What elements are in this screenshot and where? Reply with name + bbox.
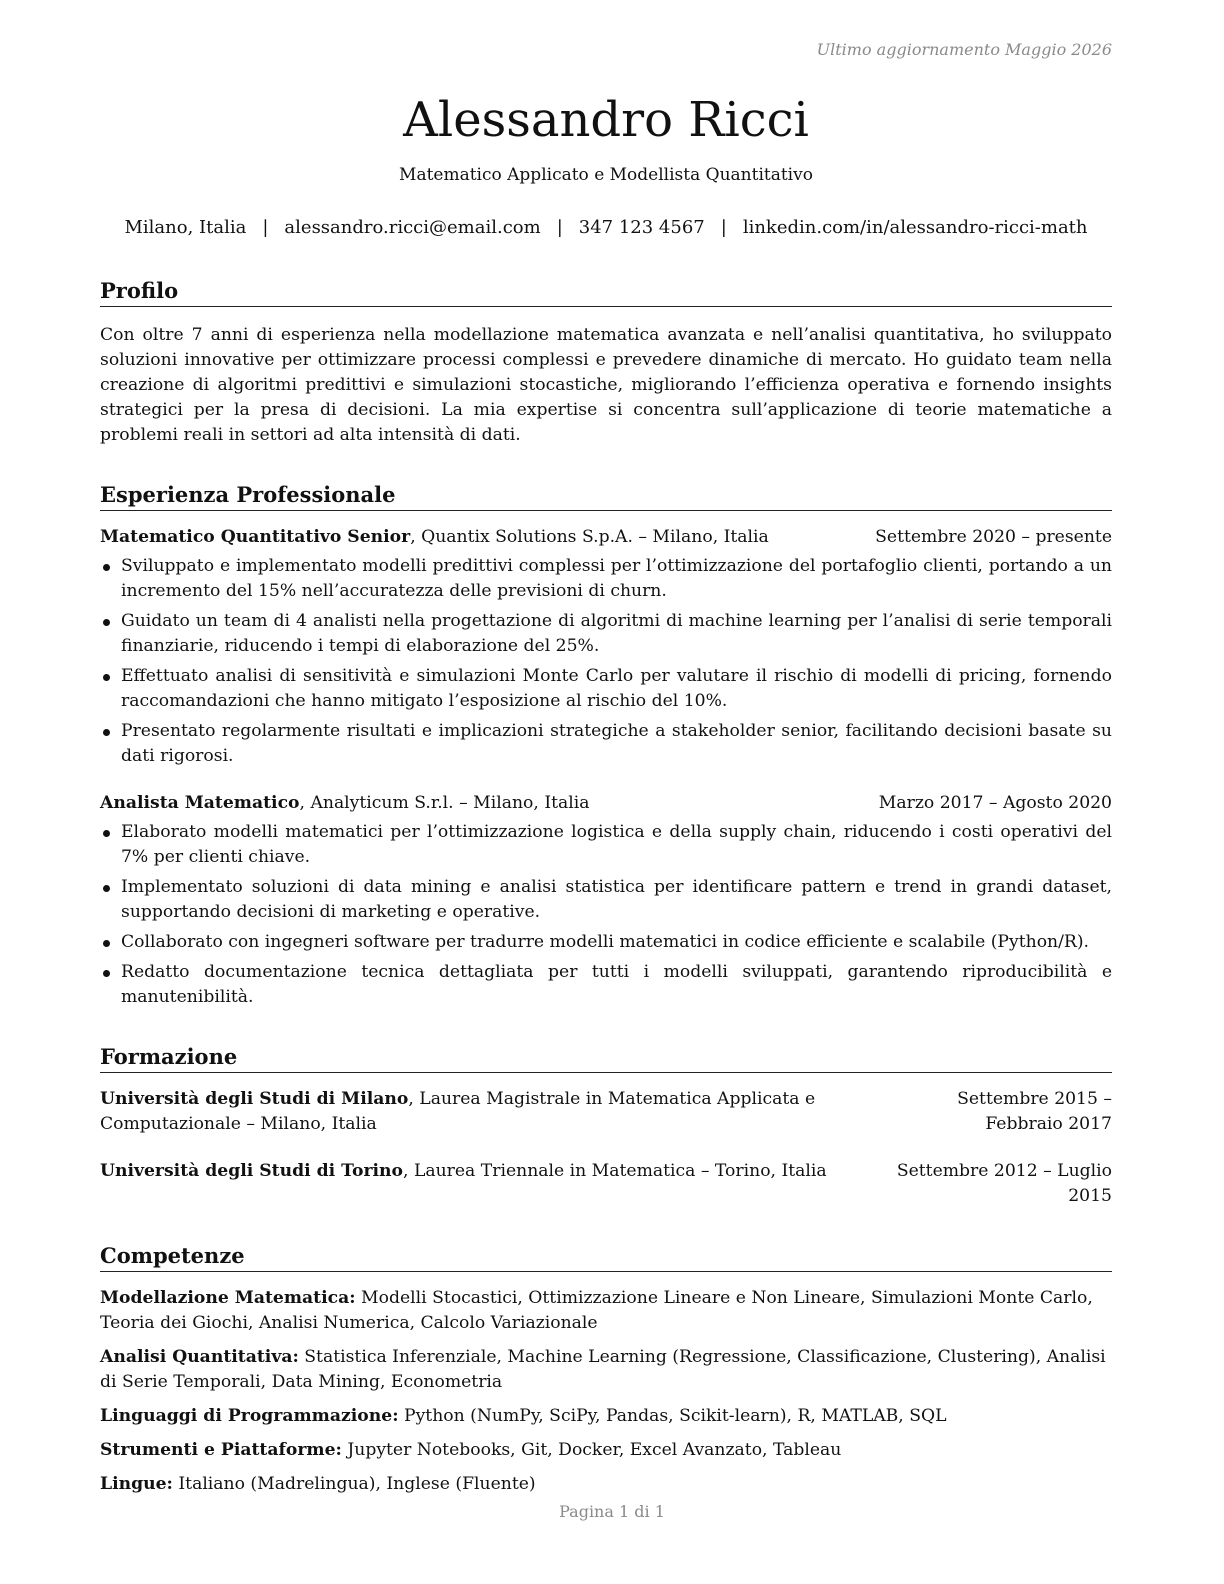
profile-text: Con oltre 7 anni di esperienza nella modellazione matematica avanzata e nell’analisi quantitativa, ho sviluppato soluzioni innovative per ottimizzare processi complessi e prevedere dinamiche di mercato. Ho guidato team nella creazione di algoritmi predittivi e simulazioni stocastiche, migliorando l’efficienza operativa e fornendo insights strategici per la presa di decisioni. La mia expertise si concentra sull’applicazione di teorie matematiche a problemi reali in settori ad alta intensità di dati. <box>100 325 1112 445</box>
bullet-item: Collaborato con ingegneri software per tradurre modelli matematici in codice efficiente e scalabile (Python/R). <box>100 930 1112 955</box>
skill-label: Lingue: <box>100 1474 173 1494</box>
skill-value: Jupyter Notebooks, Git, Docker, Excel Avanzato, Tableau <box>341 1440 842 1460</box>
job-bullets <box>100 554 1112 769</box>
education-date: Settembre 2012 – Luglio 2015 <box>896 1161 1112 1206</box>
bullet-item: Effettuato analisi di sensitività e simulazioni Monte Carlo per valutare il rischio di modelli di pricing, fornendo raccomandazioni che hanno mitigato l’esposizione al rischio del 10%. <box>100 664 1112 714</box>
candidate-name: Alessandro Ricci <box>403 92 809 148</box>
last-updated: Ultimo aggiornamento Maggio 2026 <box>816 40 1112 59</box>
contact-line <box>100 216 1112 240</box>
skill-label: Analisi Quantitativa: <box>100 1347 299 1367</box>
contact-separator: | <box>262 217 269 238</box>
job-bullets <box>100 820 1112 1010</box>
bullet-item: Implementato soluzioni di data mining e analisi statistica per identificare pattern e trend in grandi dataset, supportando decisioni di marketing e operative. <box>100 875 1112 925</box>
bullet-item: Elaborato modelli matematici per l’ottimizzazione logistica e della supply chain, riducendo i costi operativi del 7% per clienti chiave. <box>100 820 1112 870</box>
education-detail: , Laurea Magistrale in Matematica Applicata e Computazionale – Milano, Italia <box>100 1089 816 1134</box>
contact-phone: 347 123 4567 <box>578 217 705 238</box>
job-date: Settembre 2020 – presente <box>875 527 1112 547</box>
job-entry <box>100 525 1112 769</box>
job-company: , Quantix Solutions S.p.A. – Milano, Italia <box>410 527 769 547</box>
skill-item <box>100 1438 1112 1463</box>
job-header <box>100 791 1112 816</box>
bullet-item: Guidato un team di 4 analisti nella progettazione di algoritmi di machine learning per l’analisi di serie temporali finanziarie, riducendo i tempi di elaborazione del 25%. <box>100 609 1112 659</box>
contact-location: Milano, Italia <box>124 217 247 238</box>
skill-item <box>100 1404 1112 1429</box>
skill-value: Python (NumPy, SciPy, Pandas, Scikit-learn), R, MATLAB, SQL <box>398 1406 947 1426</box>
contact-email[interactable]: alessandro.ricci@email.com <box>284 217 541 238</box>
skill-label: Strumenti e Piattaforme: <box>100 1440 342 1460</box>
job-date: Marzo 2017 – Agosto 2020 <box>878 793 1112 813</box>
bullet-item: Sviluppato e implementato modelli predittivi complessi per l’ottimizzazione del portafoglio clienti, portando a un incremento del 15% nell’accuratezza delle previsioni di churn. <box>100 554 1112 604</box>
section-title-profile: Profilo <box>100 278 1112 307</box>
bullet-item: Presentato regolarmente risultati e implicazioni strategiche a stakeholder senior, facilitando decisioni basate su dati rigorosi. <box>100 719 1112 769</box>
skills-list <box>100 1286 1112 1497</box>
job-role: Analista Matematico <box>100 793 300 813</box>
skill-item <box>100 1345 1112 1395</box>
education-detail: , Laurea Triennale in Matematica – Torino, Italia <box>403 1161 827 1181</box>
section-title-skills: Competenze <box>100 1243 1112 1272</box>
education-header <box>100 1159 1112 1209</box>
resume-page <box>100 40 1112 1506</box>
candidate-title: Matematico Applicato e Modellista Quantitativo <box>399 165 813 185</box>
education-entry <box>100 1159 1112 1209</box>
page-number: Pagina 1 di 1 <box>559 1502 665 1521</box>
education-date: Settembre 2015 – Febbraio 2017 <box>957 1089 1112 1134</box>
education-school: Università degli Studi di Torino <box>100 1161 404 1181</box>
skill-value: Italiano (Madrelingua), Inglese (Fluente) <box>172 1474 536 1494</box>
contact-linkedin[interactable]: linkedin.com/in/alessandro-ricci-math <box>742 217 1088 238</box>
section-title-experience: Esperienza Professionale <box>100 482 1112 511</box>
skill-item <box>100 1286 1112 1336</box>
skill-label: Linguaggi di Programmazione: <box>100 1406 399 1426</box>
bullet-item: Redatto documentazione tecnica dettagliata per tutti i modelli sviluppati, garantendo riproducibilità e manutenibilità. <box>100 960 1112 1010</box>
contact-separator: | <box>556 217 563 238</box>
job-role: Matematico Quantitativo Senior <box>100 527 411 547</box>
education-header <box>100 1087 1112 1137</box>
skill-label: Modellazione Matematica: <box>100 1288 356 1308</box>
job-company: , Analyticum S.r.l. – Milano, Italia <box>299 793 590 813</box>
contact-separator: | <box>720 217 727 238</box>
job-header <box>100 525 1112 550</box>
skill-value: Statistica Inferenziale, Machine Learning (Regressione, Classificazione, Clustering), Analisi di Serie Temporali, Data Mining, Econometria <box>100 1347 1106 1392</box>
section-title-education: Formazione <box>100 1044 1112 1073</box>
education-school: Università degli Studi di Milano <box>100 1089 409 1109</box>
skill-item <box>100 1472 1112 1497</box>
skill-value: Modelli Stocastici, Ottimizzazione Lineare e Non Lineare, Simulazioni Monte Carlo, Teoria dei Giochi, Analisi Numerica, Calcolo Variazionale <box>100 1288 1093 1333</box>
job-entry <box>100 791 1112 1010</box>
education-entry <box>100 1087 1112 1137</box>
